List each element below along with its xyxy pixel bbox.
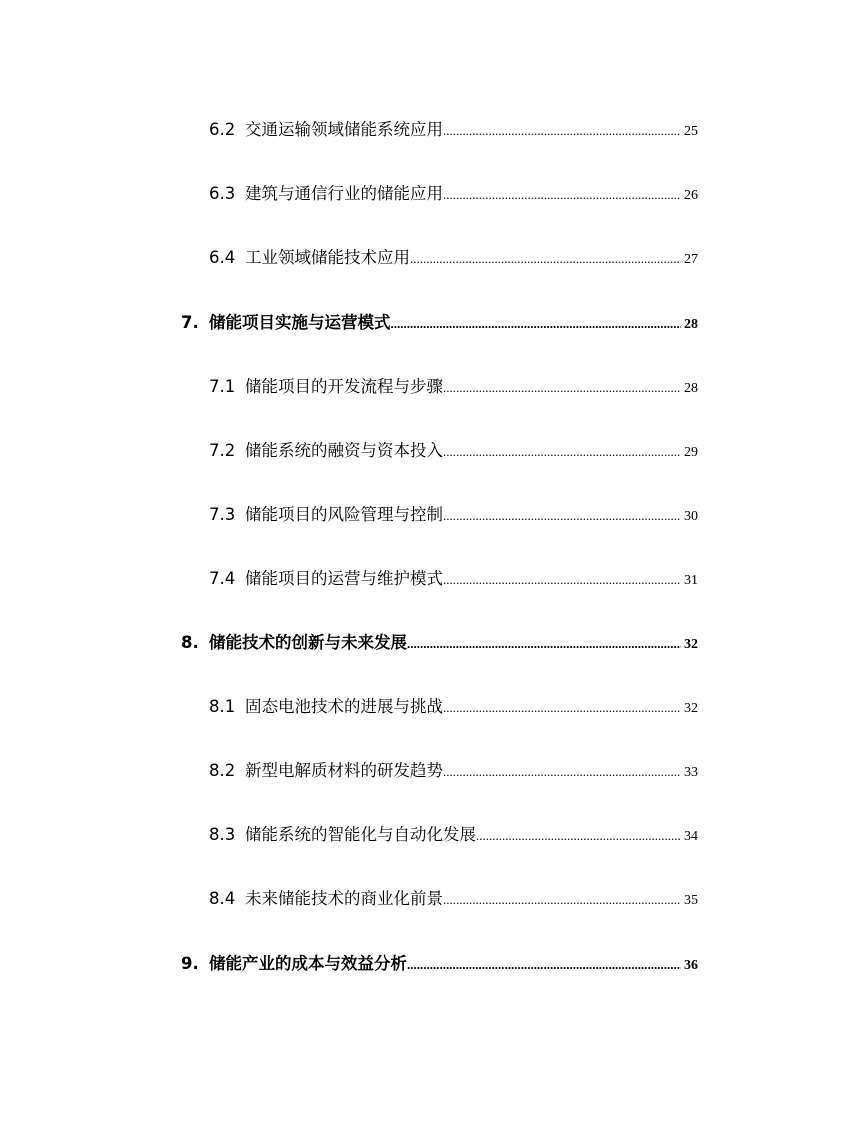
page-number: 34: [684, 829, 698, 844]
entry-title: 固态电池技术的进展与挑战: [245, 697, 443, 716]
page-number: 31: [684, 573, 698, 588]
entry-title: 储能系统的智能化与自动化发展: [245, 825, 476, 844]
toc-entry[interactable]: [209, 116, 698, 146]
page-number: 30: [684, 509, 698, 524]
entry-number: 8.2: [209, 761, 236, 780]
dot-leader: [443, 444, 681, 460]
chapter-number: 8.: [181, 633, 199, 652]
entry-title: 未来储能技术的商业化前景: [245, 889, 443, 908]
dot-leader: [443, 123, 681, 139]
dot-leader: [443, 380, 681, 396]
toc-entry[interactable]: [209, 373, 698, 403]
page-number: 32: [684, 637, 698, 652]
entry-title: 储能项目的运营与维护模式: [245, 569, 443, 588]
page-number: 35: [684, 893, 698, 908]
page-number: 33: [684, 765, 698, 780]
dot-leader: [443, 892, 681, 908]
page-number: 27: [684, 252, 698, 267]
dot-leader: [443, 700, 681, 716]
entry-number: 7.2: [209, 441, 236, 460]
toc-entry[interactable]: [209, 180, 698, 210]
entry-title: 新型电解质材料的研发趋势: [245, 761, 443, 780]
page-number: 26: [684, 188, 698, 203]
chapter-number: 9.: [181, 954, 199, 973]
toc-entry[interactable]: [209, 757, 698, 787]
page-number: 32: [684, 701, 698, 716]
dot-leader: [443, 508, 681, 524]
dot-leader: [443, 187, 681, 203]
dot-leader: [443, 572, 681, 588]
entry-number: 8.4: [209, 889, 236, 908]
toc-entry[interactable]: [209, 821, 698, 851]
page-number: 28: [684, 317, 698, 332]
entry-number: 7.4: [209, 569, 236, 588]
entry-title: 储能系统的融资与资本投入: [245, 441, 443, 460]
entry-number: 7.3: [209, 505, 236, 524]
entry-number: 8.1: [209, 697, 236, 716]
toc-entry[interactable]: [209, 244, 698, 274]
toc-chapter-entry[interactable]: [181, 950, 698, 980]
entry-number: 6.2: [209, 120, 236, 139]
toc-entry[interactable]: [209, 885, 698, 915]
entry-title: 建筑与通信行业的储能应用: [245, 184, 443, 203]
dot-leader: [443, 764, 681, 780]
dot-leader: [407, 636, 681, 652]
entry-title: 交通运输领域储能系统应用: [245, 120, 443, 139]
entry-number: 6.3: [209, 184, 236, 203]
dot-leader: [476, 828, 681, 844]
page-number: 28: [684, 381, 698, 396]
entry-title: 储能项目的开发流程与步骤: [245, 377, 443, 396]
entry-number: 6.4: [209, 248, 236, 267]
toc-chapter-entry[interactable]: [181, 309, 698, 339]
dot-leader: [407, 957, 681, 973]
chapter-title: 储能产业的成本与效益分析: [209, 954, 407, 973]
entry-number: 7.1: [209, 377, 236, 396]
entry-number: 8.3: [209, 825, 236, 844]
chapter-title: 储能技术的创新与未来发展: [209, 633, 407, 652]
chapter-title: 储能项目实施与运营模式: [209, 313, 391, 332]
dot-leader: [391, 316, 682, 332]
toc-entry[interactable]: [209, 565, 698, 595]
page-number: 29: [684, 445, 698, 460]
entry-title: 储能项目的风险管理与控制: [245, 505, 443, 524]
toc-entry[interactable]: [209, 693, 698, 723]
toc-entry[interactable]: [209, 437, 698, 467]
entry-title: 工业领域储能技术应用: [245, 248, 410, 267]
dot-leader: [410, 251, 681, 267]
page-number: 36: [684, 958, 698, 973]
toc-chapter-entry[interactable]: [181, 629, 698, 659]
page-number: 25: [684, 124, 698, 139]
toc-entry[interactable]: [209, 501, 698, 531]
chapter-number: 7.: [181, 313, 199, 332]
